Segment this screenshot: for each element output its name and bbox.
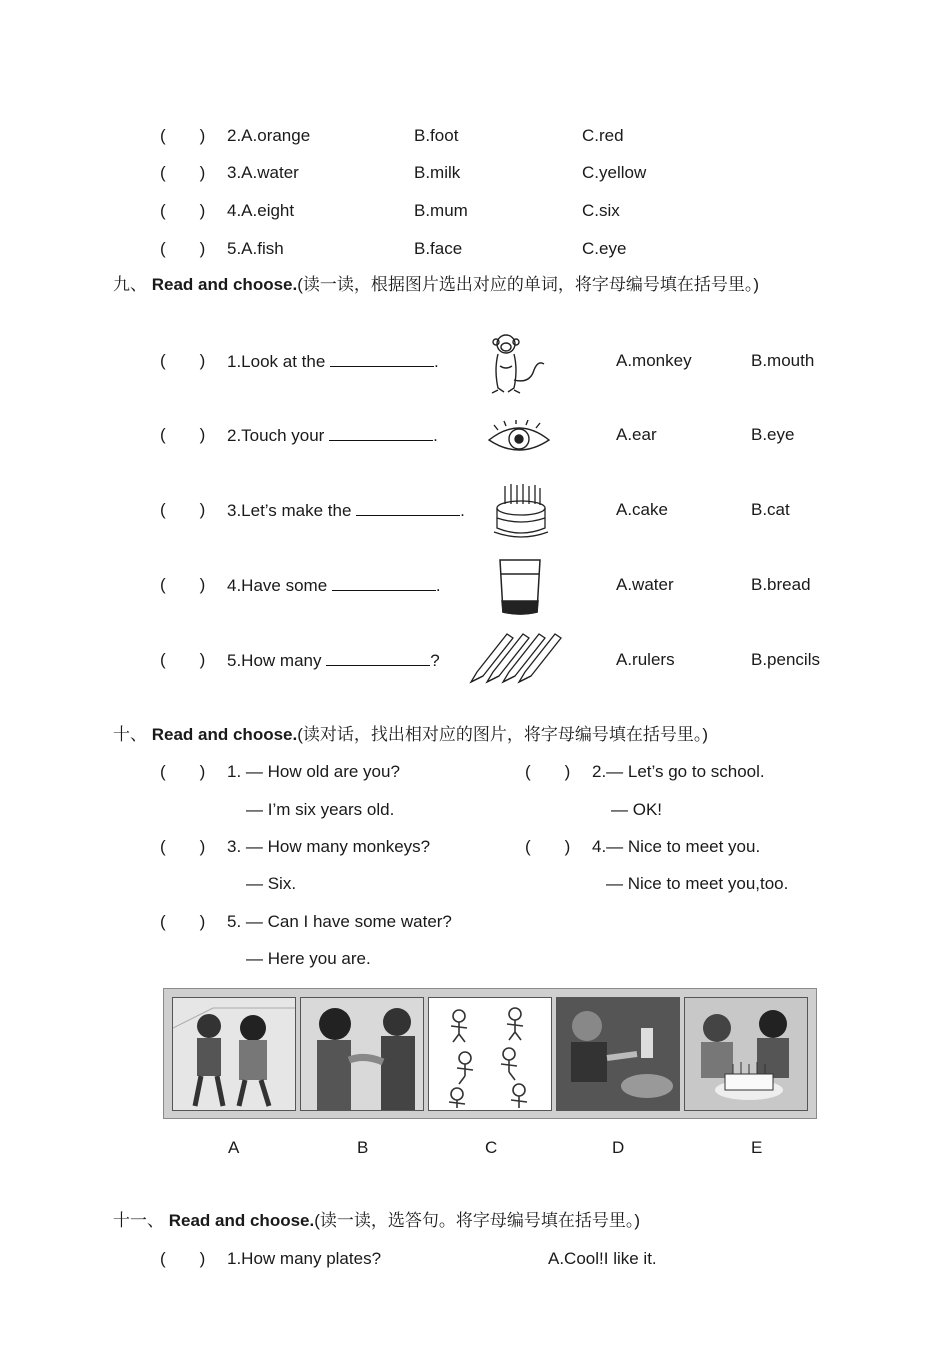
fill-blank <box>330 351 434 367</box>
dialog-question: 3. — How many monkeys? <box>227 837 431 856</box>
option-b: B.bread <box>751 575 811 594</box>
cake-icon <box>490 480 552 540</box>
section-instruction: (读对话，找出相对应的图片，将字母编号填在括号里。) <box>297 725 709 744</box>
option-a: 2.A.orange <box>227 126 311 145</box>
fill-blank <box>329 425 433 441</box>
answer-bracket[interactable]: ( ) <box>160 163 206 182</box>
dialog-question: 1. — How old are you? <box>227 762 400 781</box>
answer-bracket[interactable]: ( ) <box>160 239 206 258</box>
picture-label-c: C <box>485 1138 498 1157</box>
picture-label-e: E <box>751 1138 763 1157</box>
section10-heading <box>113 725 708 745</box>
picture-c <box>428 997 552 1111</box>
section-title: Read and choose. <box>151 725 298 744</box>
option-b: B.eye <box>751 425 795 444</box>
answer-bracket[interactable]: ( ) <box>160 1249 206 1268</box>
dialog-answer: — Six. <box>246 874 297 893</box>
section-number: 十一、 <box>113 1211 164 1230</box>
picture-b <box>300 997 424 1111</box>
section-instruction: (读一读，选答句。将字母编号填在括号里。) <box>314 1211 641 1230</box>
dialog-question: 4.— Nice to meet you. <box>592 837 761 856</box>
option-a: A.ear <box>616 425 657 444</box>
pencils-icon <box>469 630 563 686</box>
option-b: B.mum <box>414 201 468 220</box>
dialog-answer: — I’m six years old. <box>246 800 395 819</box>
answer-bracket[interactable]: ( ) <box>160 650 206 669</box>
section-title: Read and choose. <box>168 1211 315 1230</box>
option-b: B.pencils <box>751 650 820 669</box>
eye-icon <box>486 420 552 460</box>
option-b: B.cat <box>751 500 790 519</box>
answer-bracket[interactable]: ( ) <box>160 126 206 145</box>
section11-heading <box>113 1211 640 1231</box>
section-instruction: (读一读，根据图片选出对应的单词，将字母编号填在括号里。) <box>297 275 760 294</box>
dialog-answer: — OK! <box>611 800 663 819</box>
question-text: 2.Touch your . <box>227 426 438 445</box>
picture-e <box>684 997 808 1111</box>
option-a: 5.A.fish <box>227 239 284 258</box>
answer-bracket[interactable]: ( ) <box>160 500 206 519</box>
answer-option: A.Cool!I like it. <box>548 1249 657 1268</box>
question-text: 3.Let’s make the . <box>227 501 465 520</box>
answer-bracket[interactable]: ( ) <box>160 201 206 220</box>
option-a: 3.A.water <box>227 163 299 182</box>
option-b: B.foot <box>414 126 459 145</box>
question-text: 5.How many ? <box>227 651 440 670</box>
section9-heading <box>113 275 759 295</box>
picture-strip <box>163 988 817 1119</box>
answer-bracket[interactable]: ( ) <box>160 425 206 444</box>
picture-d <box>556 997 680 1111</box>
option-a: A.monkey <box>616 351 692 370</box>
option-a: A.water <box>616 575 674 594</box>
option-a: A.rulers <box>616 650 675 669</box>
question-text: 1.How many plates? <box>227 1249 382 1268</box>
fill-blank <box>332 575 436 591</box>
picture-label-a: A <box>228 1138 240 1157</box>
answer-bracket[interactable]: ( ) <box>160 351 206 370</box>
dialog-answer: — Here you are. <box>246 949 371 968</box>
dialog-question: 5. — Can I have some water? <box>227 912 452 931</box>
dialog-answer: — Nice to meet you,too. <box>606 874 789 893</box>
option-c: C.yellow <box>582 163 647 182</box>
glass-icon <box>497 557 543 617</box>
section-number: 九、 <box>113 275 147 294</box>
option-b: B.face <box>414 239 463 258</box>
option-c: C.eye <box>582 239 627 258</box>
answer-bracket[interactable]: ( ) <box>160 575 206 594</box>
question-text: 4.Have some . <box>227 576 441 595</box>
dialog-question: 2.— Let’s go to school. <box>592 762 765 781</box>
answer-bracket[interactable]: ( ) <box>160 912 206 931</box>
picture-label-d: D <box>612 1138 625 1157</box>
option-b: B.mouth <box>751 351 815 370</box>
picture-a <box>172 997 296 1111</box>
option-a: A.cake <box>616 500 668 519</box>
fill-blank <box>356 500 460 516</box>
answer-bracket[interactable]: ( ) <box>525 762 571 781</box>
answer-bracket[interactable]: ( ) <box>525 837 571 856</box>
picture-label-b: B <box>357 1138 369 1157</box>
option-a: 4.A.eight <box>227 201 295 220</box>
option-c: C.six <box>582 201 620 220</box>
answer-bracket[interactable]: ( ) <box>160 837 206 856</box>
section-number: 十、 <box>113 725 147 744</box>
option-b: B.milk <box>414 163 461 182</box>
fill-blank <box>326 650 430 666</box>
question-text: 1.Look at the . <box>227 352 439 371</box>
answer-bracket[interactable]: ( ) <box>160 762 206 781</box>
section-title: Read and choose. <box>151 275 298 294</box>
option-c: C.red <box>582 126 624 145</box>
monkey-icon <box>484 330 548 396</box>
